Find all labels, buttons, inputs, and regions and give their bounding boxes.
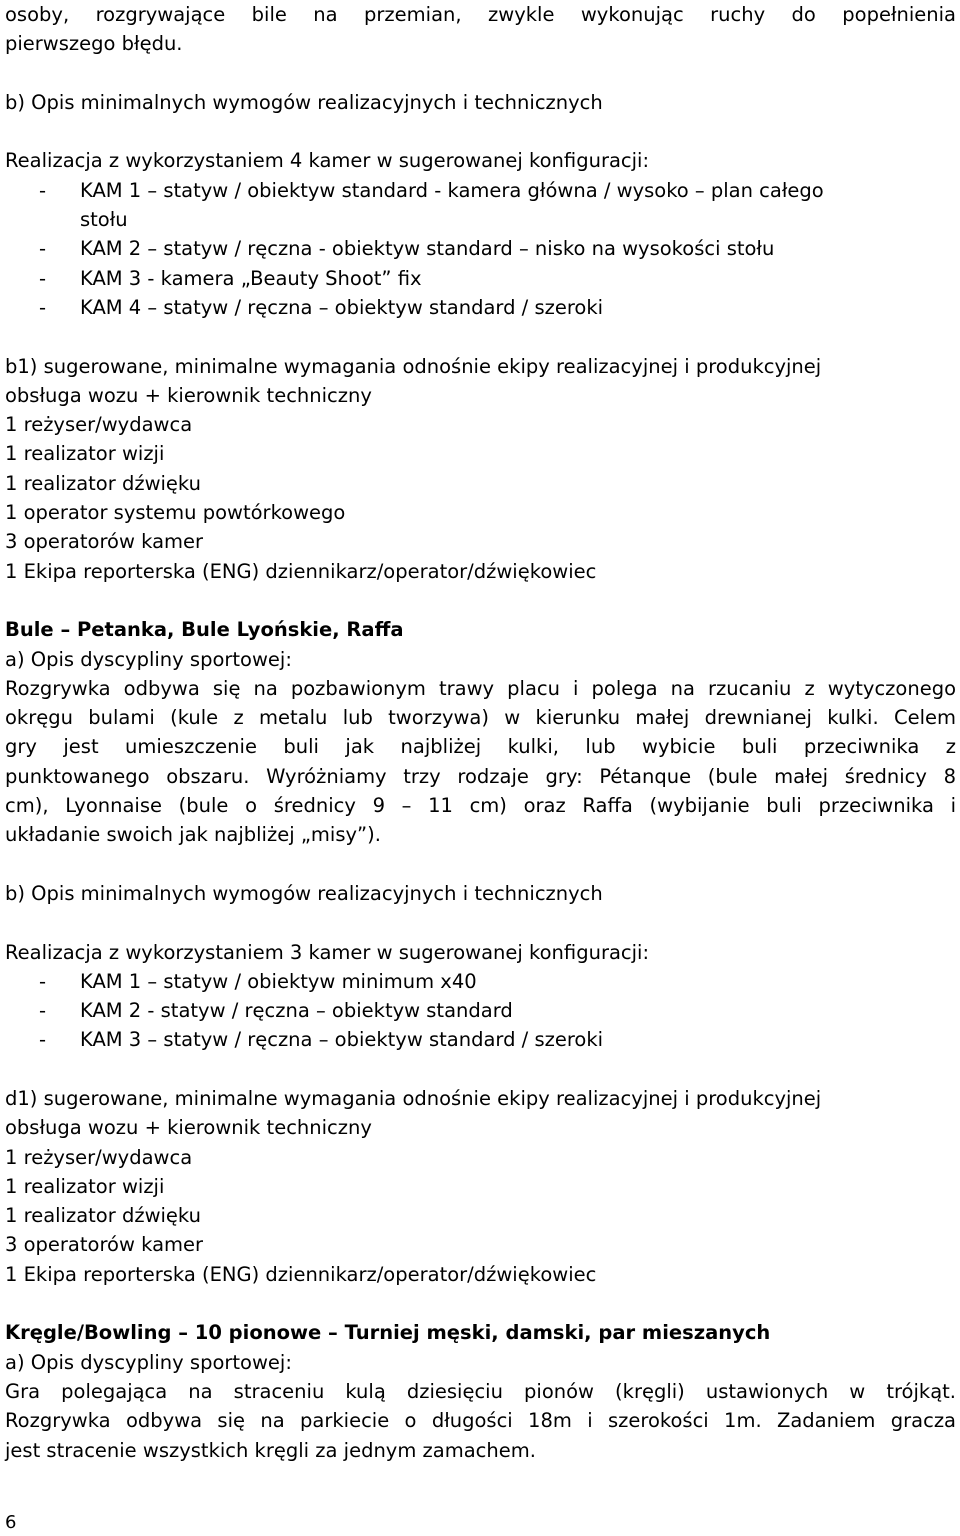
camera-item (5, 176, 956, 205)
camera-item (5, 996, 956, 1025)
paragraph-line: cm), Lyonnaise (bule o średnicy 9 – 11 cm) oraz Raffa (wybijanie buli przeciwnika i (5, 794, 956, 818)
crew-item: 1 realizator dźwięku (5, 471, 201, 495)
intro-line: osoby, rozgrywające bile na przemian, zwykle wykonując ruchy do popełnienia (5, 3, 956, 26)
crew-item: 1 realizator wizji (5, 1174, 165, 1198)
description-heading: a) Opis dyscypliny sportowej: (5, 647, 292, 671)
paragraph-line: Gra polegająca na straceniu kulą dziesięciu pionów (kręgli) ustawionych w trójkąt. (5, 1379, 956, 1403)
camera-item (5, 967, 956, 996)
paragraph-line: okręgu bulami (kule z metalu lub tworzywa) w kierunku małej drewnianej kulki. Celem (5, 706, 956, 730)
paragraph-line: Rozgrywka odbywa się na parkiecie o długości 18m i szerokości 1m. Zadaniem gracza (5, 1409, 956, 1433)
camera-config-intro: Realizacja z wykorzystaniem 3 kamer w sugerowanej konfiguracji: (5, 940, 650, 964)
requirements-heading: b) Opis minimalnych wymogów realizacyjnych i technicznych (5, 881, 603, 905)
bullet-dash: - (39, 178, 47, 202)
camera-item (5, 293, 956, 322)
camera-item (5, 264, 956, 293)
camera-item-text: KAM 1 – statyw / obiektyw minimum x40 (80, 969, 477, 993)
camera-item-text: KAM 3 – statyw / ręczna – obiektyw standard / szeroki (80, 1028, 604, 1052)
camera-item (5, 234, 956, 263)
discipline-title: Kręgle/Bowling – 10 pionowe – Turniej męski, damski, par mieszanych (5, 1321, 771, 1345)
crew-heading: b1) sugerowane, minimalne wymagania odnośnie ekipy realizacyjnej i produkcyjnej (5, 354, 822, 378)
paragraph-line: gry jest umieszczenie buli jak najbliżej kulki, lub wybicie buli przeciwnika z (5, 735, 956, 759)
crew-item: 1 realizator wizji (5, 442, 165, 466)
bullet-dash: - (39, 237, 47, 261)
crew-item: 1 Ekipa reporterska (ENG) dziennikarz/operator/dźwiękowiec (5, 559, 597, 583)
crew-item: 1 reżyser/wydawca (5, 1145, 193, 1169)
document-page (5, 0, 956, 1465)
crew-item: 1 operator systemu powtórkowego (5, 501, 346, 525)
intro-line: pierwszego błędu. (5, 32, 183, 56)
crew-item: 3 operatorów kamer (5, 1233, 204, 1257)
paragraph-line: jest stracenie wszystkich kręgli za jednym zamachem. (5, 1438, 536, 1462)
bullet-dash: - (39, 1028, 47, 1052)
camera-item-continuation: stołu (80, 208, 128, 232)
paragraph-line: układanie swoich jak najbliżej „misy”). (5, 823, 381, 847)
camera-item-text: KAM 2 – statyw / ręczna - obiektyw standard – nisko na wysokości stołu (80, 237, 775, 261)
camera-item-text: KAM 2 - statyw / ręczna – obiektyw standard (80, 999, 513, 1023)
crew-item: obsługa wozu + kierownik techniczny (5, 383, 372, 407)
crew-item: 1 Ekipa reporterska (ENG) dziennikarz/operator/dźwiękowiec (5, 1262, 597, 1286)
requirements-heading: b) Opis minimalnych wymogów realizacyjnych i technicznych (5, 90, 603, 114)
bullet-dash: - (39, 266, 47, 290)
camera-item-text: KAM 4 – statyw / ręczna – obiektyw standard / szeroki (80, 295, 604, 319)
crew-item: 1 realizator dźwięku (5, 1204, 201, 1228)
page-number: 6 (5, 1512, 17, 1533)
crew-item: 1 reżyser/wydawca (5, 413, 193, 437)
camera-config-intro: Realizacja z wykorzystaniem 4 kamer w sugerowanej konfiguracji: (5, 149, 650, 173)
paragraph-line: punktowanego obszaru. Wyróżniamy trzy rodzaje gry: Pétanque (bule małej średnicy 8 (5, 764, 956, 788)
bullet-dash: - (39, 295, 47, 319)
camera-item-text: KAM 3 - kamera „Beauty Shoot” fix (80, 266, 422, 290)
bullet-dash: - (39, 969, 47, 993)
camera-item (5, 1025, 956, 1054)
crew-heading: d1) sugerowane, minimalne wymagania odnośnie ekipy realizacyjnej i produkcyjnej (5, 1086, 822, 1110)
crew-item: 3 operatorów kamer (5, 530, 204, 554)
discipline-title: Bule – Petanka, Bule Lyońskie, Raffa (5, 618, 404, 642)
camera-item-text: KAM 1 – statyw / obiektyw standard - kamera główna / wysoko – plan całego (80, 178, 824, 202)
description-heading: a) Opis dyscypliny sportowej: (5, 1350, 292, 1374)
bullet-dash: - (39, 999, 47, 1023)
crew-item: obsługa wozu + kierownik techniczny (5, 1116, 372, 1140)
paragraph-line: Rozgrywka odbywa się na pozbawionym trawy placu i polega na rzucaniu z wytyczonego (5, 676, 956, 700)
